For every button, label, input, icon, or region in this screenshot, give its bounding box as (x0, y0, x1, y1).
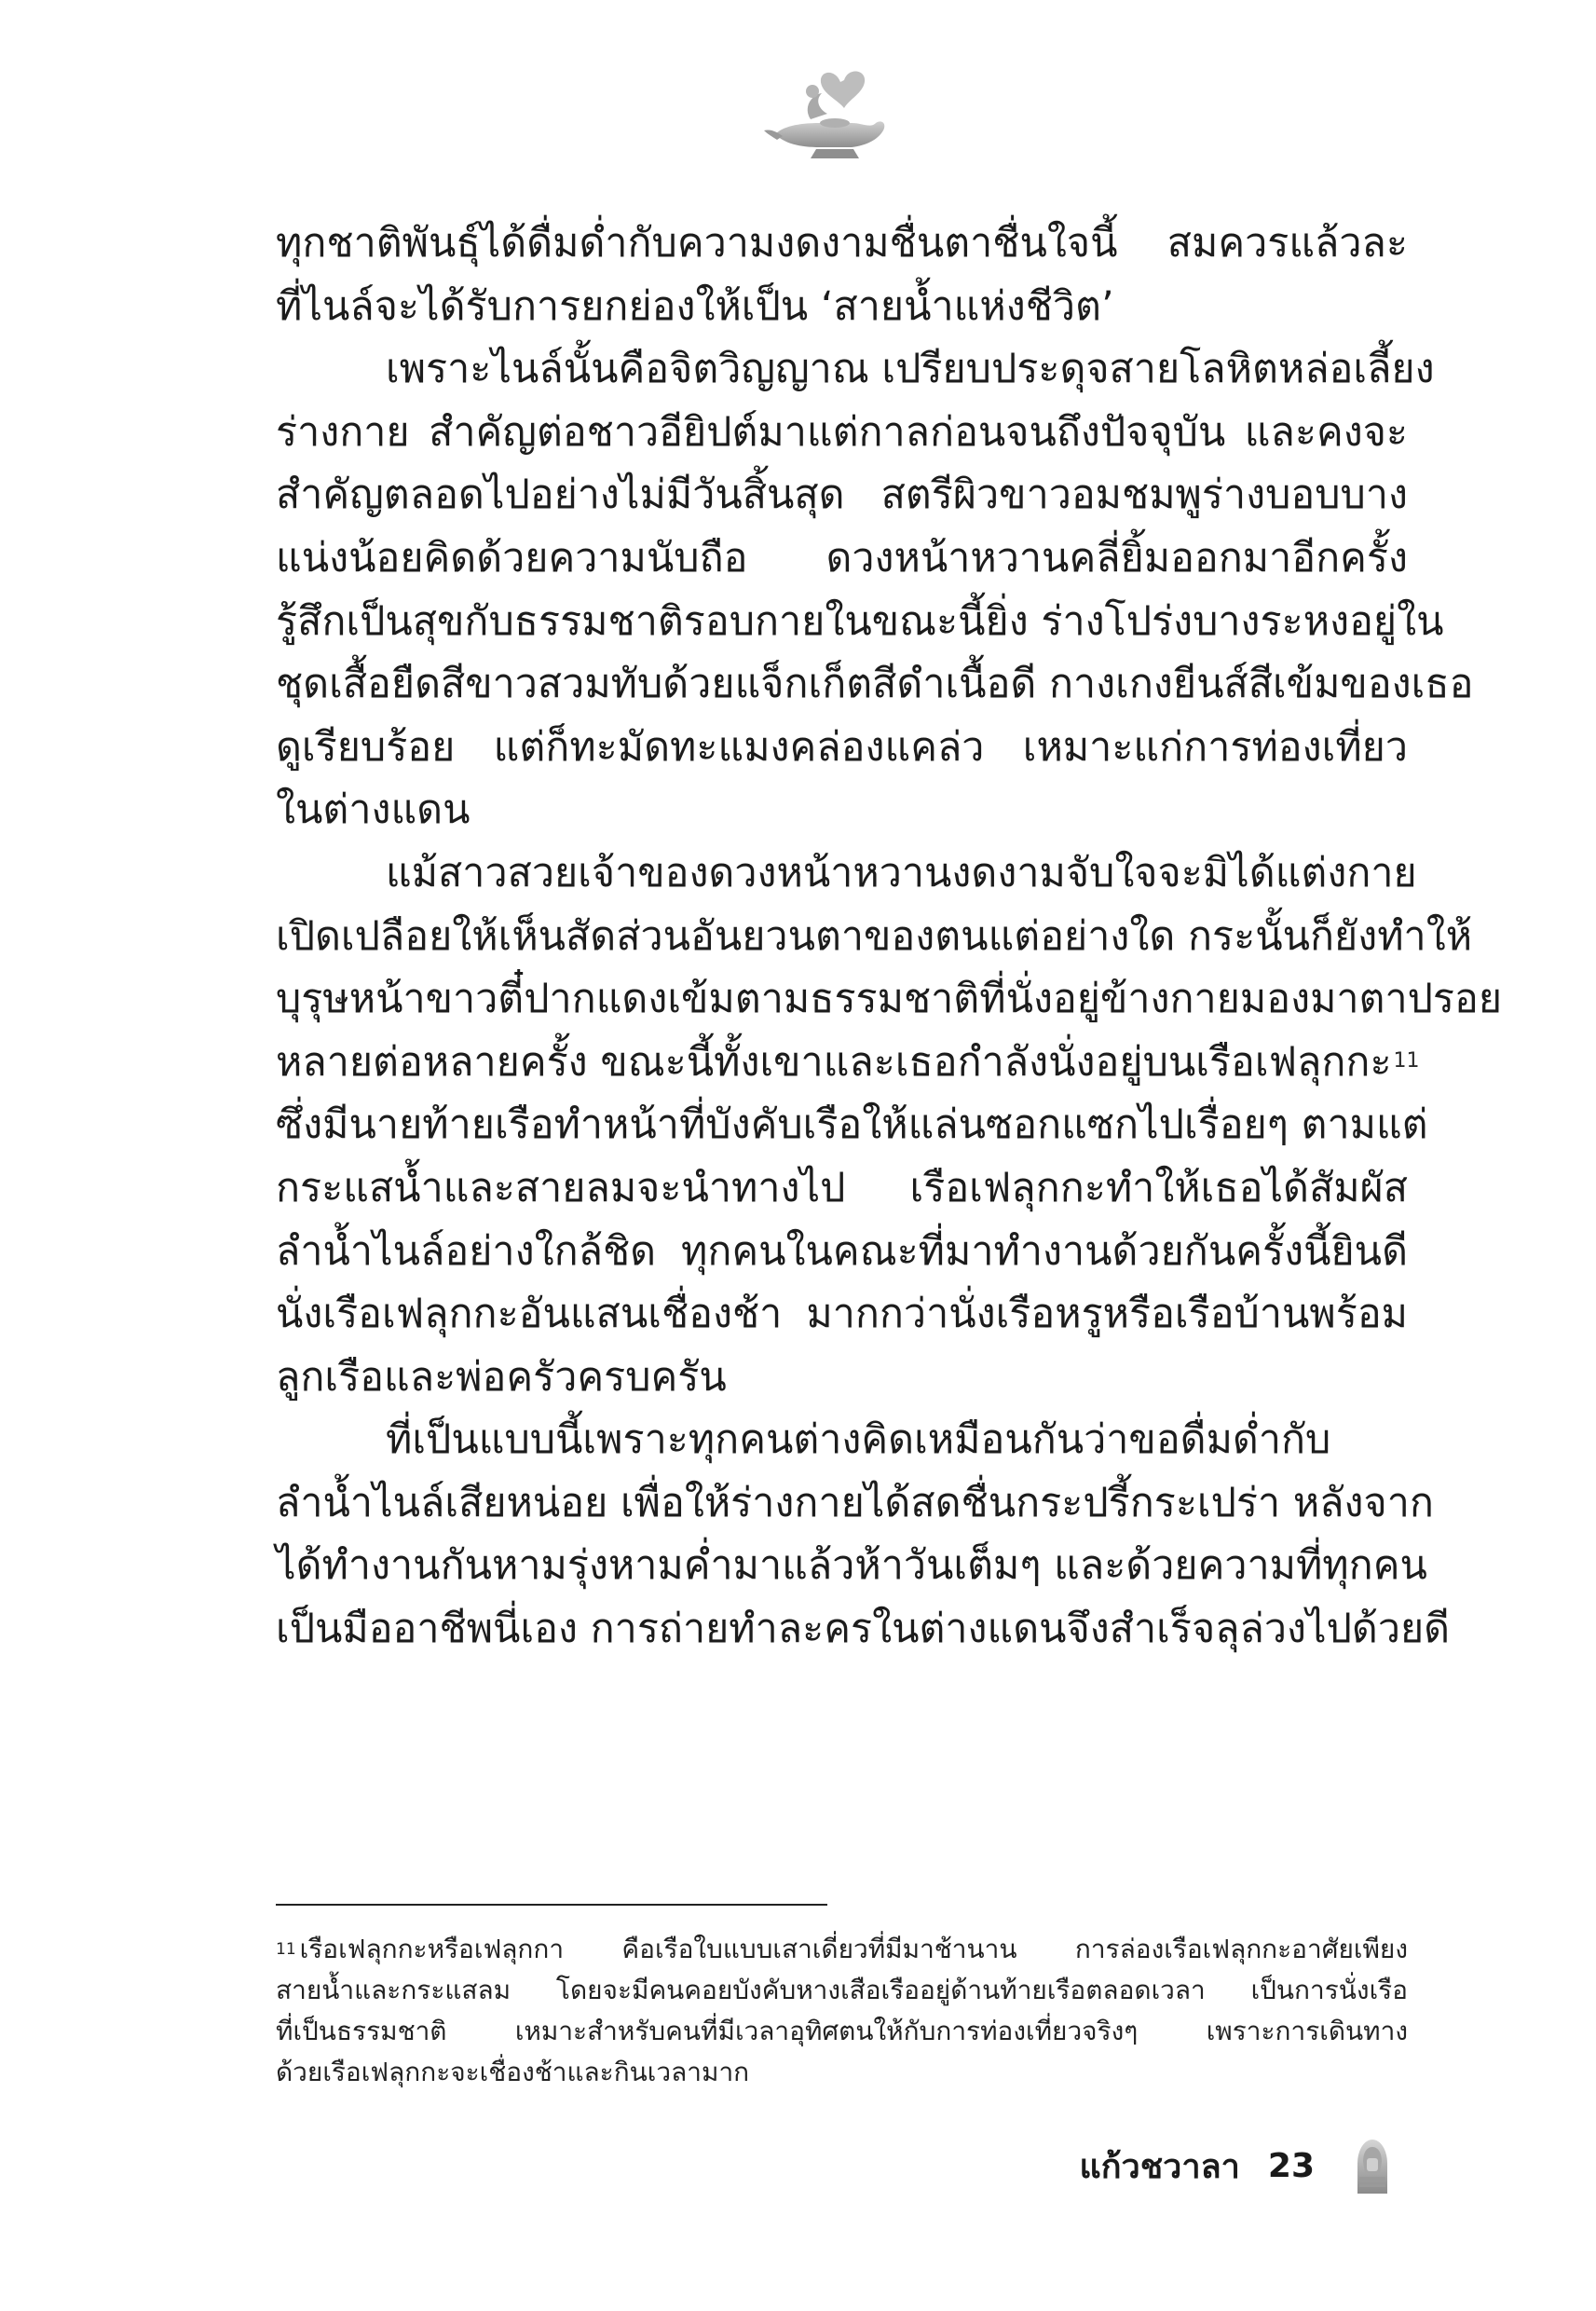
body-line: เพราะไนล์นั้นคือจิตวิญญาณ เปรียบประดุจสายโลหิตหล่อเลี้ยง (386, 346, 1435, 393)
footnote-line: ที่เป็นธรรมชาติ เหมาะสำหรับคนที่มีเวลาอุทิศตนให้กับการท่องเที่ยวจริงๆ เพราะการเดินทาง (276, 2016, 1408, 2046)
body-line: ได้ทำงานกันหามรุ่งหามค่ำมาแล้วห้าวันเต็มๆ และด้วยความที่ทุกคน (276, 1542, 1427, 1590)
footnote (276, 1929, 1408, 2093)
footnote-text: เรือเฟลุกกะหรือเฟลุกกา คือเรือใบแบบเสาเดี่ยวที่มีมาช้านาน การล่องเรือเฟลุกกะอาศัยเพียง (299, 1934, 1408, 1964)
footnote-reference: 11 (1393, 1048, 1420, 1073)
book-title: แก้วชวาลา (1079, 2147, 1240, 2186)
body-line: ร่างกาย สำคัญต่อชาวอียิปต์มาแต่กาลก่อนจนถึงปัจจุบัน และคงจะ (276, 408, 1408, 456)
body-line: นั่งเรือเฟลุกกะอันแสนเชื่องช้า มากกว่านั่งเรือหรูหรือเรือบ้านพร้อม (276, 1291, 1408, 1338)
body-line: ที่เป็นแบบนี้เพราะทุกคนต่างคิดเหมือนกันว่าขอดื่มด่ำกับ (386, 1416, 1331, 1464)
body-line: ลูกเรือและพ่อครัวครบครัน (276, 1353, 727, 1401)
body-line: ลำน้ำไนล์เสียหน่อย เพื่อให้ร่างกายได้สดชื่นกระปรี้กระเปร่า หลังจาก (276, 1479, 1434, 1526)
body-line: ในต่างแดน (276, 786, 471, 834)
body-line: ซึ่งมีนายท้ายเรือทำหน้าที่บังคับเรือให้แล่นซอกแซกไปเรื่อยๆ ตามแต่ (276, 1101, 1428, 1149)
genie-lamp-icon (755, 54, 894, 166)
body-line: ชุดเสื้อยืดสีขาวสวมทับด้วยแจ็กเก็ตสีดำเนื้อดี กางเกงยีนส์สีเข้มของเธอ (276, 661, 1474, 708)
page-number: 23 (1267, 2146, 1315, 2185)
footnote-divider (276, 1904, 827, 1906)
footnote-line: สายน้ำและกระแสลม โดยจะมีคนคอยบังคับหางเสือเรืออยู่ด้านท้ายเรือตลอดเวลา เป็นการนั่งเรือ (276, 1975, 1408, 2005)
body-line-with-footnote (276, 1032, 1420, 1095)
body-line: เป็นมืออาชีพนี่เอง การถ่ายทำละครในต่างแดนจึงสำเร็จลุล่วงไปด้วยดี (276, 1606, 1451, 1653)
body-line: สำคัญตลอดไปอย่างไม่มีวันสิ้นสุด สตรีผิวขาวอมชมพูร่างบอบบาง (276, 472, 1408, 519)
footnote-line (276, 1929, 1408, 1970)
body-line: ที่ไนล์จะได้รับการยกย่องให้เป็น ‘สายน้ำแห่งชีวิต’ (276, 282, 1114, 330)
body-line: บุรุษหน้าขาวตี๋ปากแดงเข้มตามธรรมชาติที่นั่งอยู่ข้างกายมองมาตาปรอย (276, 976, 1503, 1023)
footnote-line: ด้วยเรือเฟลุกกะจะเชื่องช้าและกินเวลามาก (276, 2057, 750, 2087)
body-line-text: หลายต่อหลายครั้ง ขณะนี้ทั้งเขาและเธอกำลังนั่งอยู่บนเรือเฟลุกกะ (276, 1038, 1392, 1086)
body-line: รู้สึกเป็นสุขกับธรรมชาติรอบกายในขณะนี้ยิ่ง ร่างโปร่งบางระหงอยู่ใน (276, 597, 1444, 645)
body-line: ลำน้ำไนล์อย่างใกล้ชิด ทุกคนในคณะที่มาทำงานด้วยกันครั้งนี้ยินดี (276, 1227, 1408, 1275)
body-line: ทุกชาติพันธุ์ได้ดื่มด่ำกับความงดงามชื่นตาชื่นใจนี้ สมควรแล้วละ (276, 220, 1408, 267)
body-line: กระแสน้ำและสายลมจะนำทางไป เรือเฟลุกกะทำให้เธอได้สัมผัส (276, 1164, 1408, 1211)
running-footer (1080, 2136, 1400, 2195)
sphinx-icon (1344, 2136, 1400, 2195)
body-text (276, 212, 1503, 1661)
body-line: เปิดเปลือยให้เห็นสัดส่วนอันยวนตาของตนแต่อย่างใด กระนั้นก็ยังทำให้ (276, 912, 1473, 960)
body-line: แม้สาวสวยเจ้าของดวงหน้าหวานงดงามจับใจจะมิได้แต่งกาย (386, 849, 1417, 896)
body-line: ดูเรียบร้อย แต่ก็ทะมัดทะแมงคล่องแคล่ว เหมาะแก่การท่องเที่ยว (276, 723, 1408, 771)
body-line: แน่งน้อยคิดด้วยความนับถือ ดวงหน้าหวานคลี่ยิ้มออกมาอีกครั้ง (276, 534, 1408, 581)
footnote-number: 11 (276, 1940, 296, 1959)
